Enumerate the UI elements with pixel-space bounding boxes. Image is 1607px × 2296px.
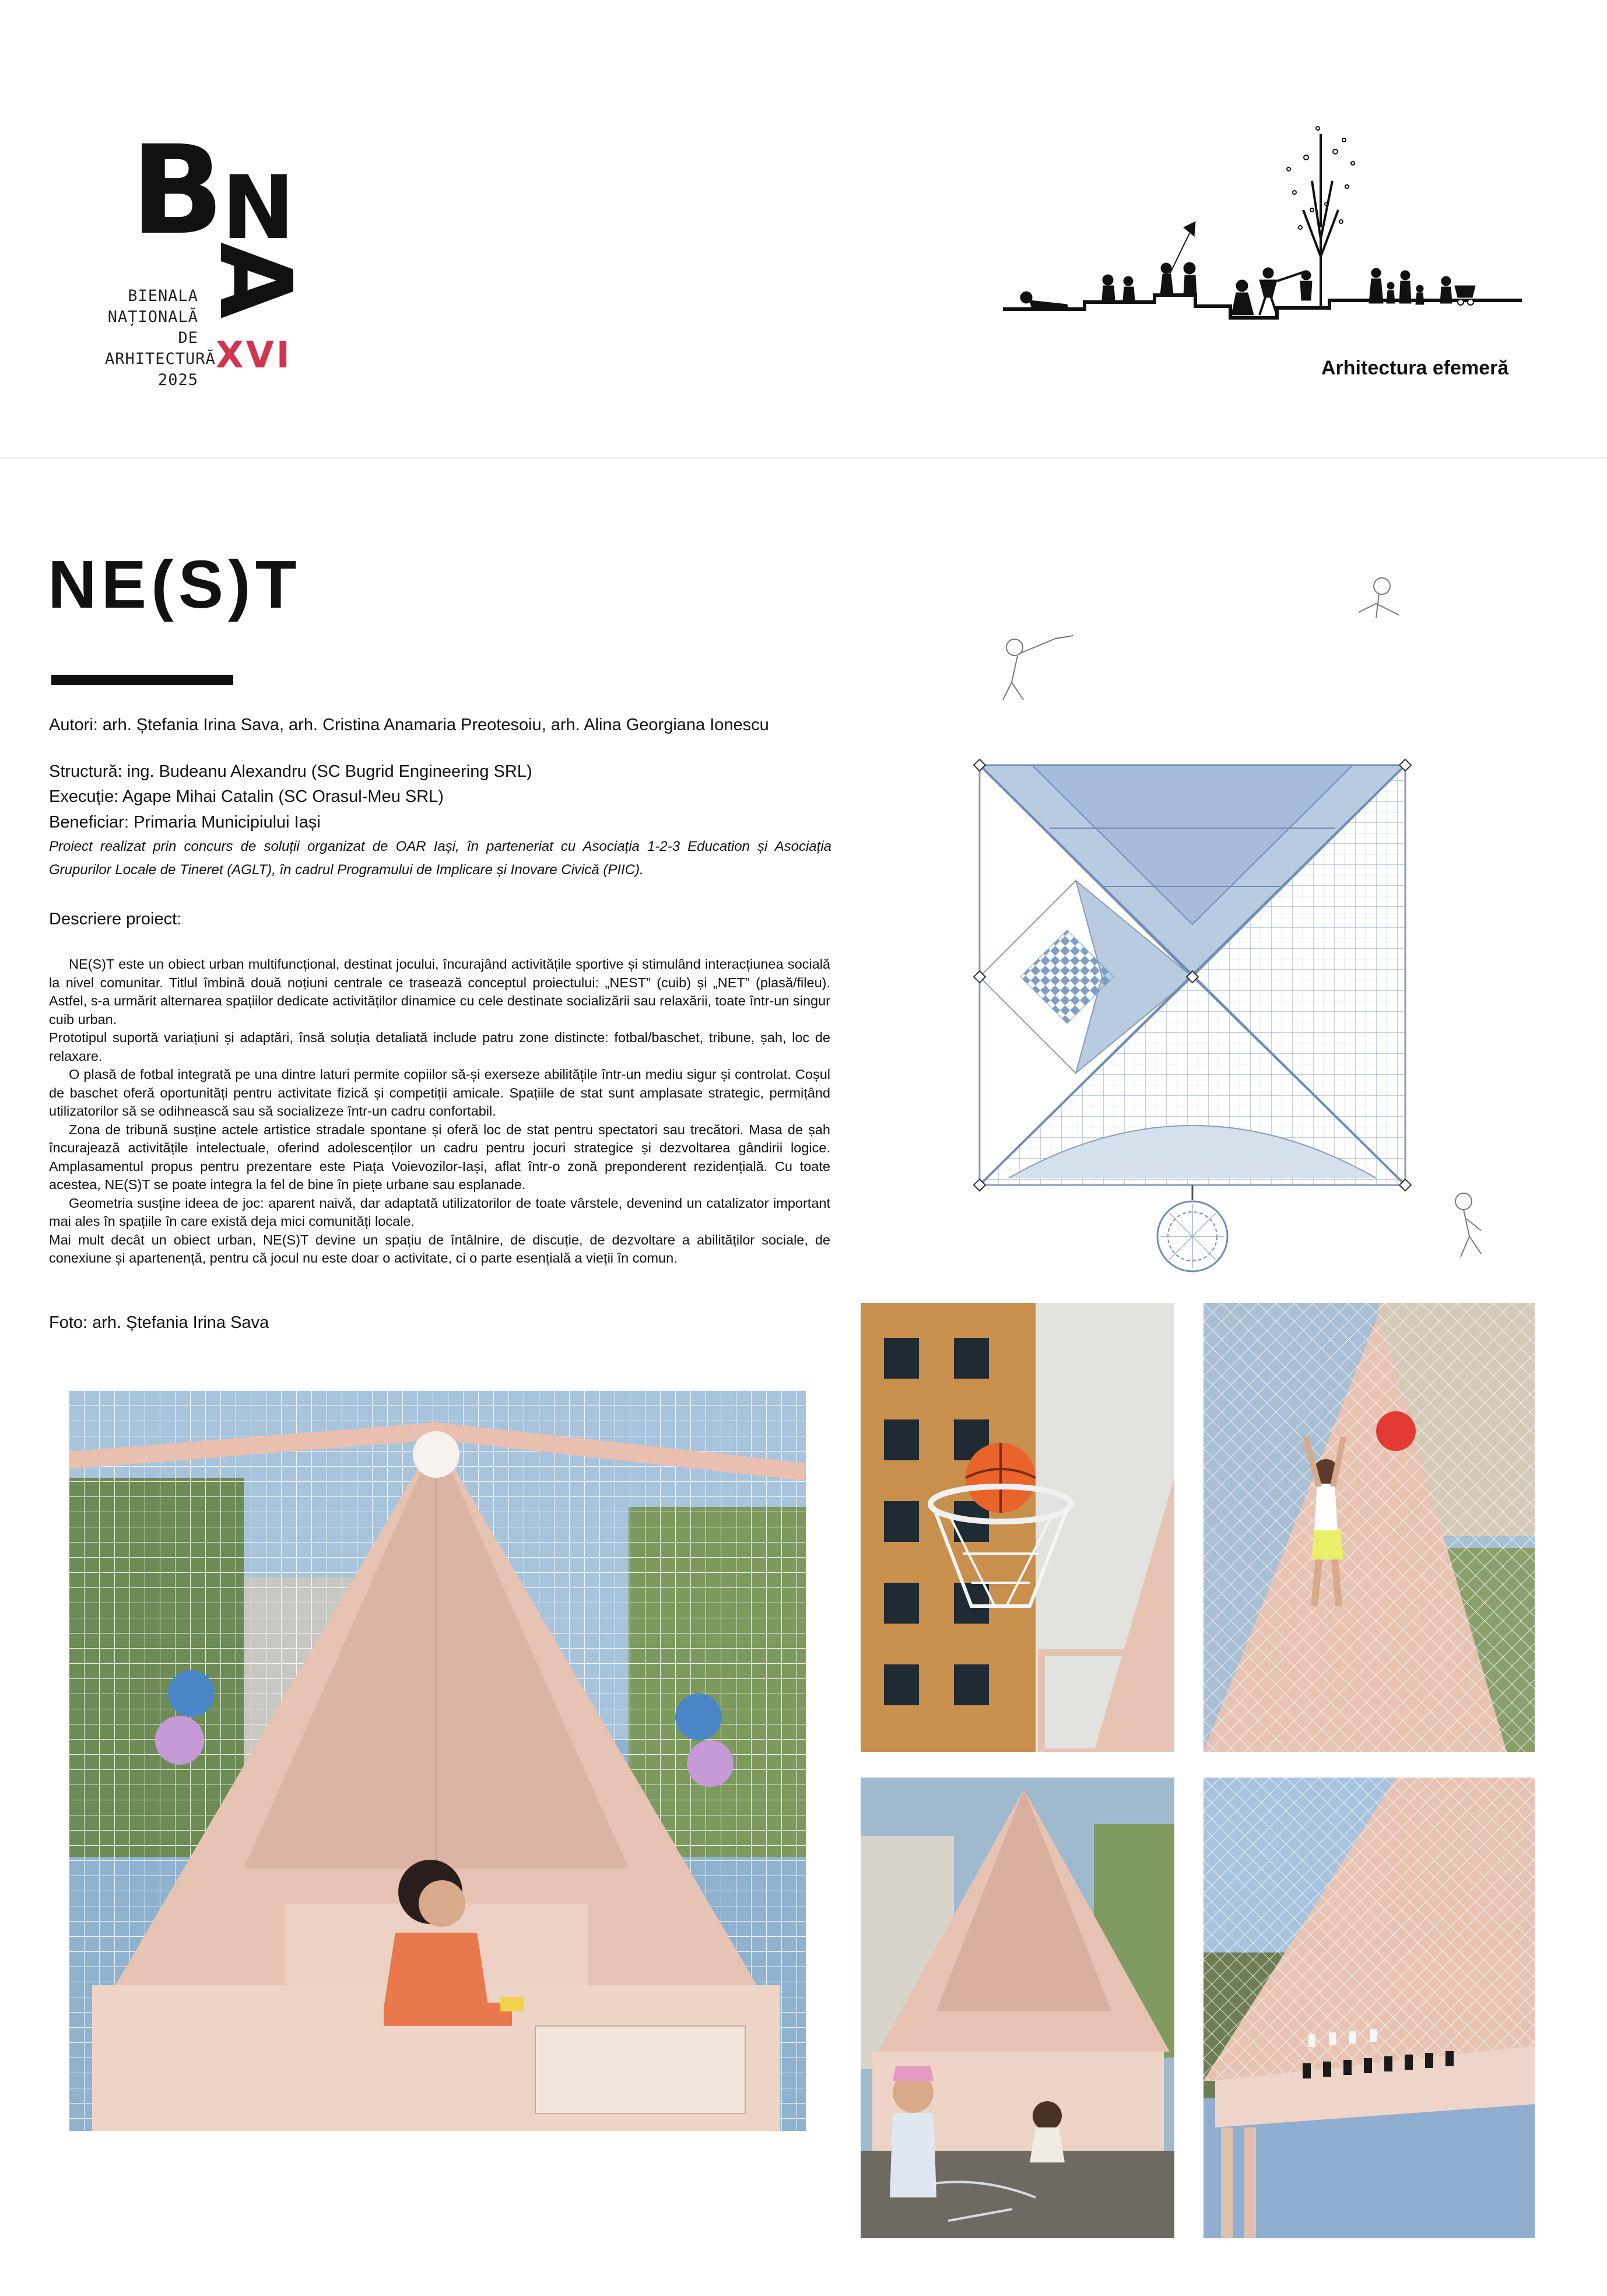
beneficiary-credit: Beneficiar: Primaria Municipiului Iași: [49, 813, 321, 832]
logo-line-year: 2025: [157, 371, 198, 389]
project-description: [49, 955, 830, 1268]
section-label: Arhitectura efemeră: [1321, 357, 1509, 379]
authors: Autori: arh. Ștefania Irina Sava, arh. Cristina Anamaria Preotesoiu, arh. Alina Georgiana Ionescu: [49, 716, 769, 734]
description-heading: Descriere proiect:: [49, 910, 182, 928]
photo-chess-table: [1204, 1778, 1535, 2238]
logo-letter-b: B: [131, 119, 224, 262]
project-title: NE(S)T: [48, 546, 301, 622]
description-paragraph: Zona de tribună susține actele artistice stradale spontane și oferă loc de stat pentru spectatori sau trecători. Masa de șah încurajează activitățile intelectuale, oferind adolescenților un cadru pentru jocuri strategice și dezvoltarea gândirii logice. Amplasamentul propus pentru prezentare este Piața Voievozilor-Iași, aflat într-o zonă preponderent rezidențială. Cu toate acestea, NE(S)T se poate integra la fel de bine în piețe urbane sau esplanade.: [49, 1121, 830, 1192]
ephemeral-architecture-illustration: [1003, 122, 1522, 356]
logo-line-bienala: BIENALA: [128, 287, 198, 305]
logo-letter-a: A: [197, 242, 313, 319]
photo-basketball-hoop: [861, 1303, 1174, 1752]
structure-credit: Structură: ing. Budeanu Alexandru (SC Bugrid Engineering SRL): [49, 762, 532, 781]
logo-text: [105, 286, 216, 391]
execution-credit: Execuție: Agape Mihai Catalin (SC Orasul-Meu SRL): [49, 787, 444, 806]
title-underline: [51, 675, 233, 685]
header-divider: [0, 457, 1607, 458]
description-paragraph: NE(S)T este un obiect urban multifuncțional, destinat jocului, încurajând activitățile sportive și stimulând interacțiunea socială la nivel comunitar. Titlul îmbină două noțiuni centrale ce trasează conceptul proiectului: „NEST” (cuib) și „NET” (plasă/fileu). Astfel, s-a urmărit alternarea spațiilor dedicate activităților dinamice cu cele destinate socializării sau relaxării, toate într-un singur cuib urban.: [49, 956, 830, 1027]
photo-nest-interior: [69, 1390, 806, 2131]
description-paragraph: Prototipul suportă variațiuni și adaptări, însă soluția detaliată include patru zone distincte: fotbal/baschet, tribune, șah, loc de relaxare.: [49, 1030, 830, 1064]
photo-climbing-net: [1204, 1303, 1535, 1752]
description-paragraph: Mai mult decât un obiect urban, NE(S)T devine un spațiu de întâlnire, de discuție, de dezvoltare a abilităților sociale, de conexiune și apartenență, pentru că jocul nu este doar o activitate, ci o parte esențială a vieții în comun.: [49, 1232, 830, 1266]
plan-drawing: [956, 560, 1539, 1277]
description-paragraph: Geometria susține ideea de joc: aparent naivă, dar adaptată utilizatorilor de toate vârstele, devenind un catalizator important mai ales în spațiile în care există deja mici comunități locale.: [49, 1195, 830, 1229]
logo-line-nationala: NAȚIONALĂ: [107, 308, 198, 326]
photo-children-chalk: [861, 1778, 1174, 2238]
bna-logo: [105, 119, 350, 408]
photo-credit: Foto: arh. Ștefania Irina Sava: [49, 1313, 269, 1332]
logo-letter-n: N: [222, 157, 295, 259]
logo-line-de: DE: [178, 329, 198, 347]
competition-note: Proiect realizat prin concurs de soluții organizat de OAR Iași, în parteneriat cu Asociația 1-2-3 Education și Asociația Grupurilor Locale de Tineret (AGLT), în cadrul Programului de Implicare și Inovare Civică (PIIC).: [49, 839, 831, 878]
description-paragraph: O plasă de fotbal integrată pe una dintre laturi permite copiilor să-și exerseze abilitățile într-un mediu sigur și controlat. Coșul de baschet oferă oportunități pentru activitate fizică și competiții amicale. Spațiile de stat sunt amplasate strategic, permițând utilizatorilor să se odihnească sau să socializeze într-un cadru confortabil.: [49, 1067, 830, 1119]
edition-number: XVI: [216, 334, 292, 376]
logo-line-arhitectura: ARHITECTURĂ: [105, 350, 216, 368]
